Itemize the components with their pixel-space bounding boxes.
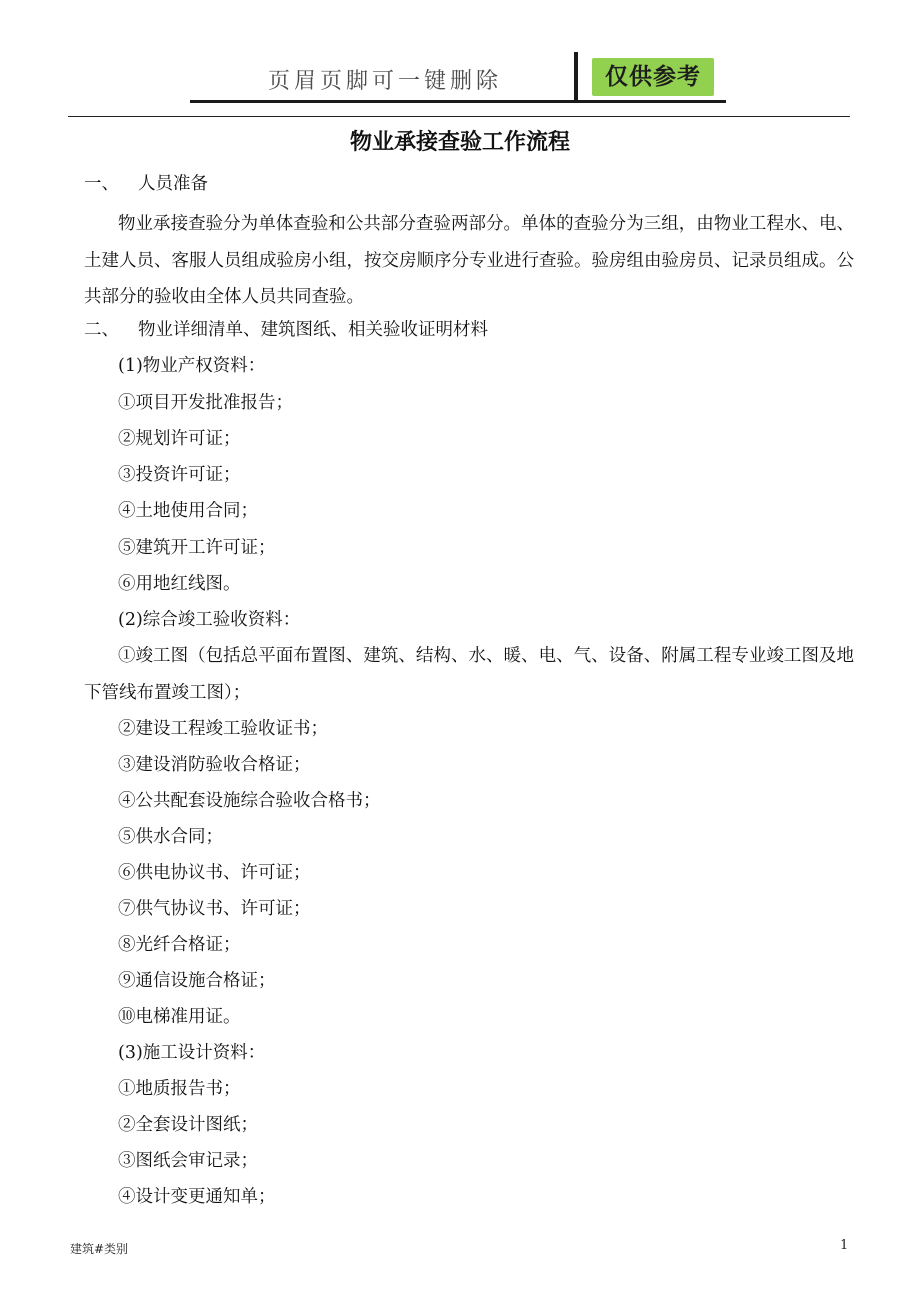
list-item: ④设计变更通知单； — [118, 1187, 276, 1207]
header-rule — [68, 116, 850, 117]
group-1-title: (1)物业产权资料： — [118, 356, 266, 376]
list-item: ②建设工程竣工验收证书； — [118, 719, 328, 739]
section-1-heading — [84, 172, 208, 196]
list-item: ③图纸会审记录； — [118, 1151, 258, 1171]
section-1-title: 人员准备 — [138, 174, 208, 194]
section-2-title: 物业详细清单、建筑图纸、相关验收证明材料 — [138, 320, 488, 340]
header-banner-underline — [190, 100, 726, 103]
list-item: ⑤建筑开工许可证； — [118, 538, 276, 558]
document-title: 物业承接查验工作流程 — [349, 130, 570, 155]
list-item: ①地质报告书； — [118, 1079, 241, 1099]
group-3-title: (3)施工设计资料： — [118, 1043, 266, 1063]
list-item: ⑩电梯准用证。 — [118, 1007, 241, 1027]
list-item: ⑤供水合同； — [118, 827, 223, 847]
header-banner — [190, 52, 726, 106]
list-item: ④土地使用合同； — [118, 501, 258, 521]
list-item: ③投资许可证； — [118, 465, 241, 485]
footer-category: 建筑#类别 — [70, 1242, 129, 1256]
section-2-number: 二、 — [84, 320, 119, 340]
header-banner-text: 页眉页脚可一键删除 — [268, 69, 503, 94]
group-2-title: (2)综合竣工验收资料： — [118, 610, 301, 630]
list-item: ②全套设计图纸； — [118, 1115, 258, 1135]
list-item-wrapped: ①竣工图（包括总平面布置图、建筑、结构、水、暖、电、气、设备、附属工程专业竣工图及地下管线布置竣工图）； — [84, 646, 854, 703]
list-item: ⑥供电协议书、许可证； — [118, 863, 311, 883]
section-2-heading — [84, 318, 488, 342]
page-number: 1 — [840, 1238, 849, 1253]
list-item: ⑨通信设施合格证； — [118, 971, 276, 991]
header-divider — [574, 52, 578, 102]
list-item: ④公共配套设施综合验收合格书； — [118, 791, 381, 811]
section-1-paragraph: 物业承接查验分为单体查验和公共部分查验两部分。单体的查验分为三组，由物业工程水、电、土建人员、客服人员组成验房小组，按交房顺序分专业进行查验。验房组由验房员、记录员组成。公共部分的验收由全体人员共同查验。 — [84, 214, 854, 307]
list-item: ②规划许可证； — [118, 429, 241, 449]
list-item: ⑦供气协议书、许可证； — [118, 899, 311, 919]
list-item: ③建设消防验收合格证； — [118, 755, 311, 775]
list-item: ⑥用地红线图。 — [118, 574, 241, 594]
section-1-number: 一、 — [84, 174, 119, 194]
list-item: ⑧光纤合格证； — [118, 935, 241, 955]
list-item: ①项目开发批准报告； — [118, 393, 293, 413]
reference-only-badge: 仅供参考 — [592, 58, 714, 96]
